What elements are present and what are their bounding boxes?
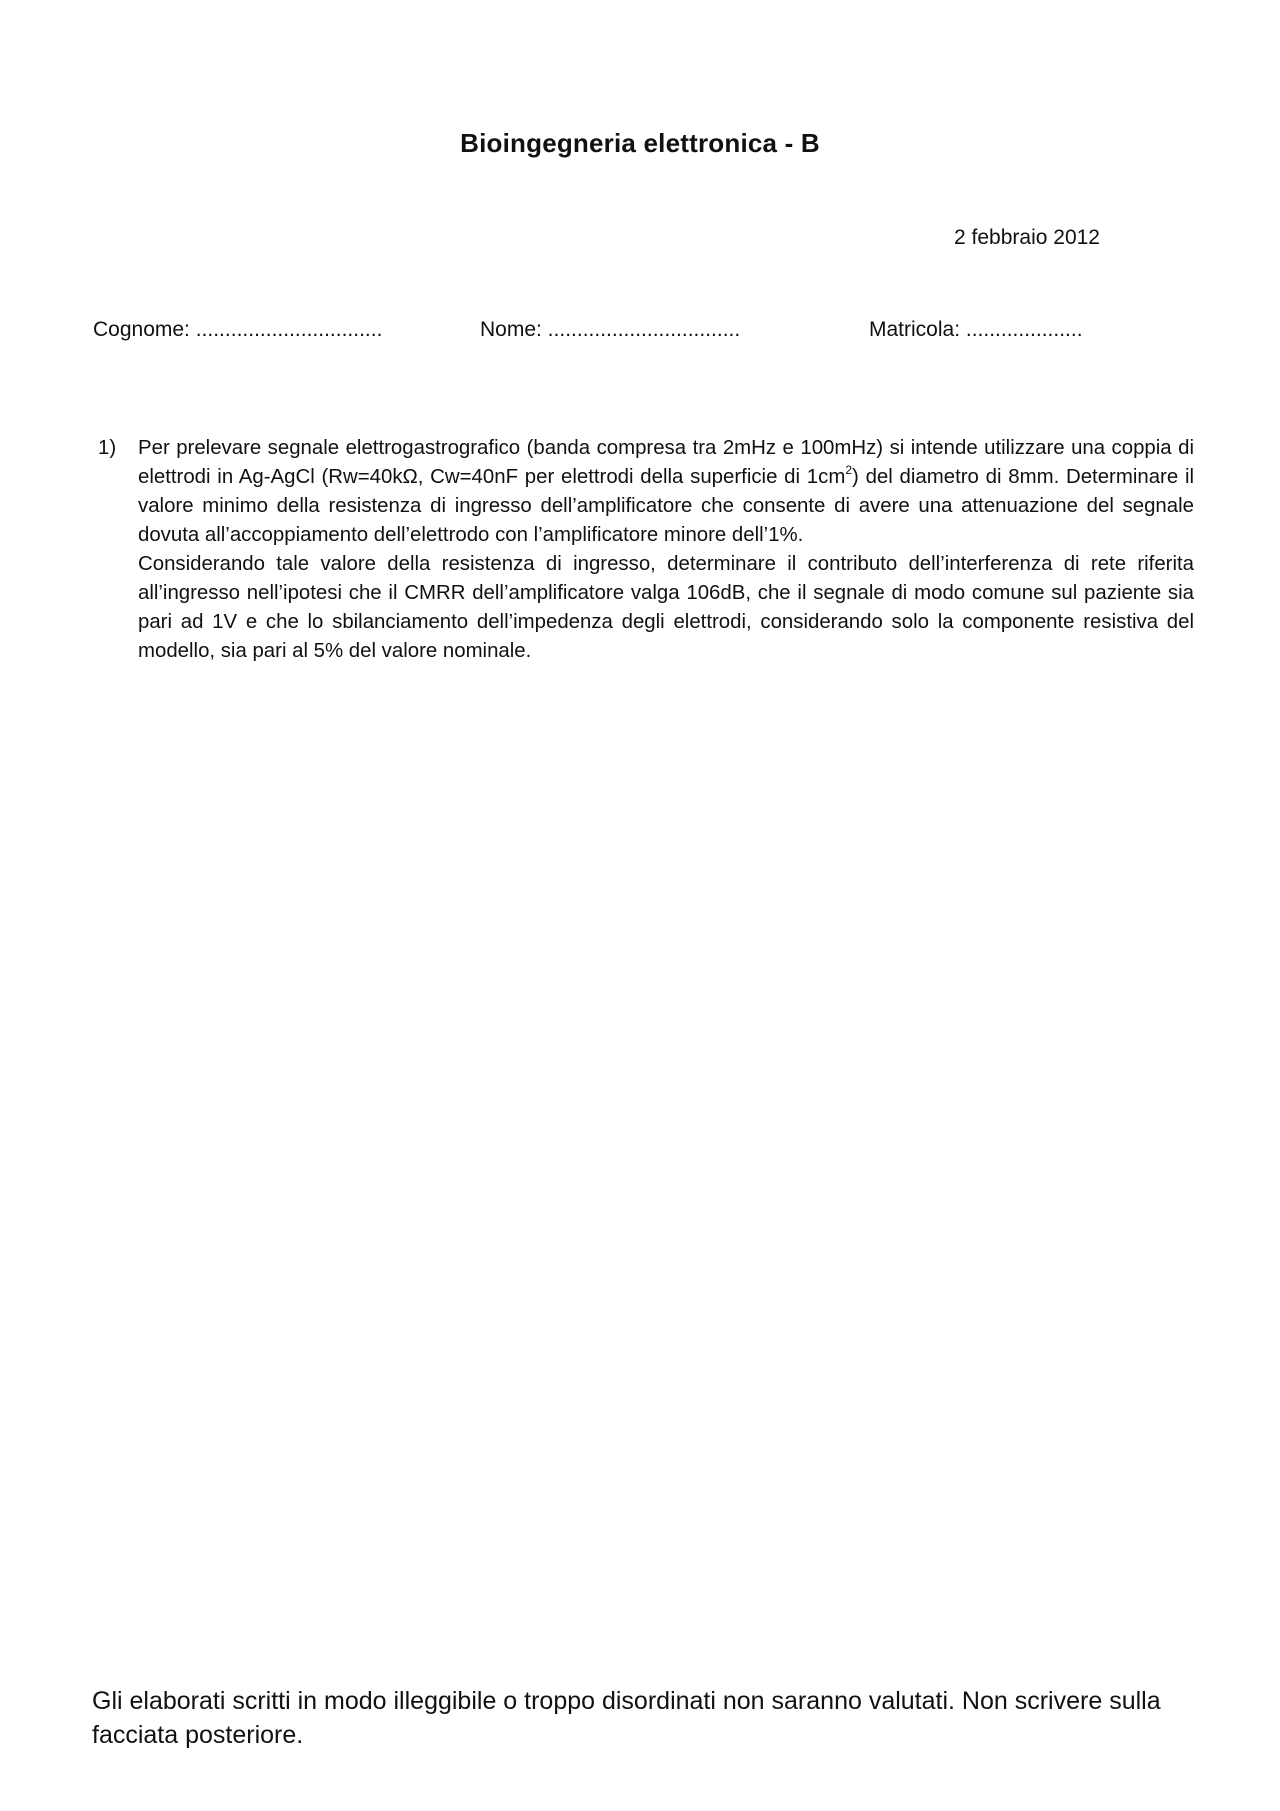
matricola-field: Matricola: .................... [869,318,1083,341]
question-paragraph-1 [138,434,1194,550]
question-body [138,434,1194,666]
question-text-part-1: Per prelevare segnale elettrogastrografico (banda compresa tra 2mHz e 100mHz) si intende utilizzare una coppia di elettrodi in Ag-AgCl (Rw=40kΩ, Cw=40nF per elettrodi della superficie di 1cm [138,437,1194,488]
exam-date: 2 febbraio 2012 [954,226,1100,249]
superscript-exponent: 2 [845,463,853,477]
document-title: Bioingegneria elettronica - B [460,128,820,158]
question-number: 1) [98,437,117,459]
cognome-field: Cognome: ................................ [93,318,383,341]
footer-note: Gli elaborati scritti in modo illeggibile o troppo disordinati non saranno valutati. Non scrivere sulla facciata posteriore. [92,1687,1161,1749]
nome-field: Nome: ................................. [480,318,741,341]
question-text-part-2: ) del diametro di 8mm. Determinare il valore minimo della resistenza di ingresso dell’amplificatore che consente di avere una attenuazione del segnale dovuta all’accoppiamento dell’elettrodo con l’amplificatore minore dell’1%. [138,466,1194,546]
question-1 [98,434,1194,666]
question-paragraph-2: Considerando tale valore della resistenza di ingresso, determinare il contributo dell’interferenza di rete riferita all’ingresso nell’ipotesi che il CMRR dell’amplificatore valga 106dB, che il segnale di modo comune sul paziente sia pari ad 1V e che lo sbilanciamento dell’impedenza degli elettrodi, considerando solo la componente resistiva del modello, sia pari al 5% del valore nominale. [138,553,1194,662]
